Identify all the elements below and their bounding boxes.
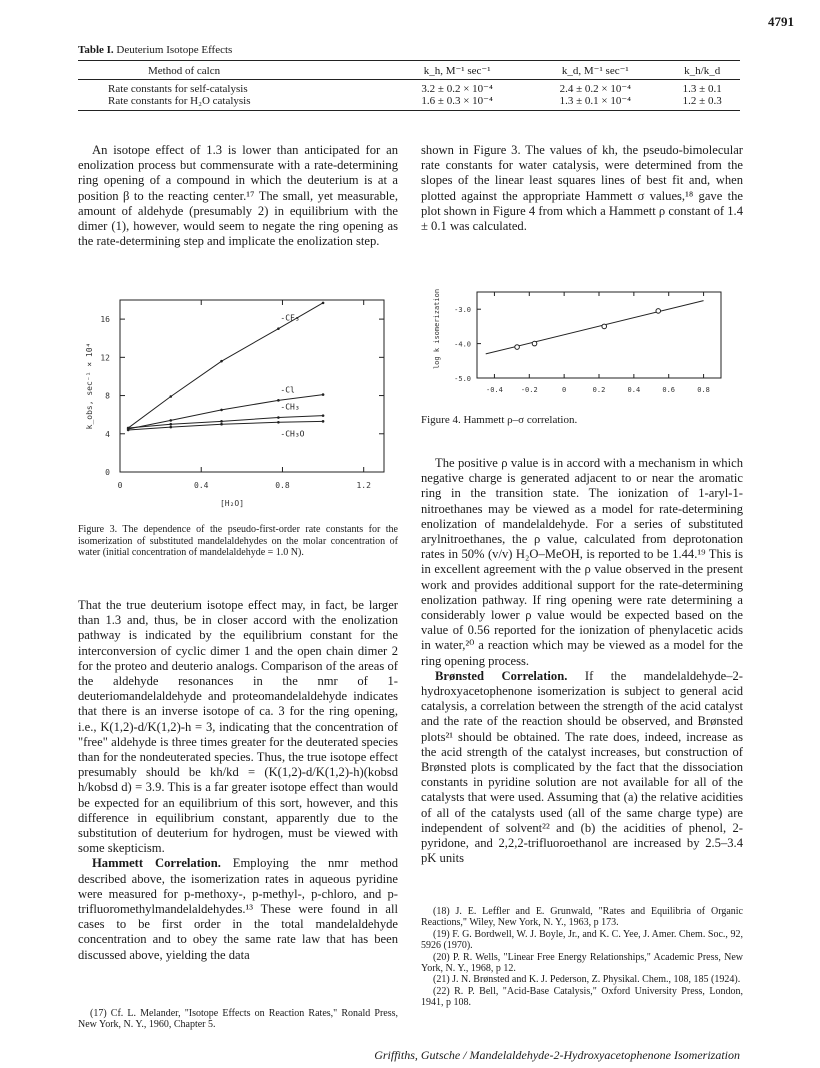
table-header: k_d, M⁻¹ sec⁻¹ [526, 61, 664, 80]
right-para-2 [421, 456, 743, 866]
figure-4-chart [421, 282, 741, 410]
data-point [322, 302, 325, 305]
y-tick-label: 12 [100, 353, 110, 363]
paragraph-text: If the mandelaldehyde–2-hydroxyacetophenone isomerization is subject to general acid catalysis, a correlation between the strength of the acid catalyst and the rate of the reaction should be observed, and Brønsted plots²¹ should be obtained. The rate does, indeed, increase as the acid strength of the catalyst increases, but construction of Brønsted plots is complicated by the fact that the dissociation constants in pyridine solution are not available for all of the catalysts that were used. Assuming that (a) the relative acidities of all of the catalysts used (all of the same charge type) are independent of solvent²² and (b) the acidities of phenol, 2-pyridone, and 2,2,2-trifluoroethanol are increased by 2.5–3.4 pK units [421, 668, 743, 866]
x-tick-label: 0 [562, 386, 567, 394]
data-point [220, 409, 223, 412]
y-tick-label: 8 [105, 391, 110, 401]
table-row [78, 95, 740, 111]
table-header-row [78, 61, 740, 80]
table-header: k_h, M⁻¹ sec⁻¹ [388, 61, 526, 80]
page-number: 4791 [768, 14, 794, 29]
data-point [277, 327, 280, 330]
reference: (20) P. R. Wells, "Linear Free Energy Relationships," Academic Press, New York, N. Y., 1968, p 12. [421, 951, 743, 975]
data-point [322, 393, 325, 396]
paragraph [421, 669, 743, 867]
paragraph: That the true deuterium isotope effect may, in fact, be larger than 1.3 and, thus, be in closer accord with the enolization pathway is indicated by the equilibrium constant for the interconversion of cyclic dimer 1 and the open chain dimer 2 for the proteo and deuterio analogs. Comparison of the areas of the aldehyde resonances in the nmr of 1-deuteriomandelaldehyde and proteomandelaldehyde indicates that there is an inverse isotope of ca. 3 for the ring opening, i.e., K(1,2)-d/K(1,2)-h = 3, indicating that the concentration of "free" aldehyde is three times greater for the deuterated species than for the nondeuterated species. Thus, the true isotope effect presumably should be kh/kd = (K(1,2)-d/K(1,2)-h)(kobsd h/kobsd d) = 3.9. This is a far greater isotope effect than would be expected for an equilibrium of this sort, however, and this difference in equilibrium constant, apparently due to the substitution of deuterium for hydrogen, must be viewed with some skepticism. [78, 598, 398, 856]
table-cell: 1.2 ± 0.3 [664, 95, 740, 111]
table-caption-text: Deuterium Isotope Effects [116, 44, 233, 56]
series-label: -Cl [280, 385, 295, 395]
figure-3-plot [85, 300, 384, 508]
data-point [169, 426, 172, 429]
x-axis-label: [H₂O] [219, 499, 245, 508]
y-tick-label: 16 [100, 315, 110, 325]
figure-3-caption: Figure 3. The dependence of the pseudo-first-order rate constants for the isomerization of substituted mandelaldehydes on the molar concentration of water (initial concentration of mandelaldehyde = 1.0 N). [78, 524, 398, 559]
reference: (22) R. P. Bell, "Acid-Base Catalysis," Oxford University Press, London, 1941, p 108. [421, 985, 743, 1009]
table-cell: 1.3 ± 0.1 [682, 83, 722, 95]
table-cell: 3.2 ± 0.2 × 10⁻⁴ [421, 83, 493, 95]
figure-3-chart [78, 286, 400, 522]
data-point [169, 419, 172, 422]
table-cell: Rate constants for self-catalysis [108, 83, 248, 95]
data-point [220, 420, 223, 423]
series-label: -CH₃ [280, 402, 300, 412]
table-header: k_h/k_d [664, 61, 740, 80]
y-tick-label: 4 [105, 429, 110, 439]
paragraph: An isotope effect of 1.3 is lower than anticipated for an enolization process but commensurate with a rate-determining ring opening of a compound in which the deuterium is at a position β to the reacting center.¹⁷ The small, yet measurable, amount of aldehyde (presumably 2) in equilibrium with the dimer (1), however, would seem to negate the ring opening as the rate-determining step and implicate the enolization step. [78, 143, 398, 249]
data-point [515, 345, 520, 350]
data-point [322, 414, 325, 417]
references-list [421, 906, 743, 1009]
paragraph-text: Employing the nmr method described above, the isomerization rates in aqueous pyridine were measured for p-methoxy-, p-methyl-, p-chloro, and p-trifluoromethylmandelaldehydes.¹³ These were found in all cases to be first order in the total mandelaldehyde concentration and to obey the same rate law that has been discussed above, yielding the data [78, 856, 398, 962]
x-tick-label: 0.8 [275, 481, 290, 490]
x-tick-label: -0.2 [520, 386, 538, 394]
y-tick-label: -5.0 [454, 375, 471, 383]
data-point [169, 395, 172, 398]
section-heading: Hammett Correlation. [92, 856, 221, 871]
figure-4-caption: Figure 4. Hammett ρ–σ correlation. [421, 414, 578, 426]
data-point [532, 341, 537, 346]
left-para-2 [78, 598, 398, 963]
reference: (18) J. E. Leffler and E. Grunwald, "Rates and Equilibria of Organic Reactions," Wiley, New York, N. Y., 1963, p 173. [421, 906, 743, 929]
x-tick-label: 0 [117, 481, 123, 490]
table-cell: 2.4 ± 0.2 × 10⁻⁴ [559, 83, 631, 95]
paragraph: shown in Figure 3. The values of kh, the pseudo-bimolecular rate constants for water catalysis, were determined from the slopes of the linear least squares lines of best fit and, when plotted against the appropriate Hammett σ values,¹⁸ gave the plot shown in Figure 4 from which a Hammett ρ constant of 1.4 ± 0.1 was calculated. [421, 143, 743, 234]
data-point [220, 423, 223, 426]
reference: (19) F. G. Bordwell, W. J. Boyle, Jr., and K. C. Yee, J. Amer. Chem. Soc., 92, 5926 (1970). [421, 928, 743, 952]
paragraph [78, 856, 398, 962]
series-label: -CH₃O [280, 429, 305, 439]
table-row [78, 80, 740, 96]
table-header: Method of calcn [78, 61, 388, 80]
series-label: -CF₃ [280, 313, 300, 323]
data-point [277, 399, 280, 402]
x-tick-label: 0.2 [592, 386, 606, 394]
data-point [322, 420, 325, 423]
data-point [127, 429, 130, 432]
x-tick-label: -0.4 [485, 386, 503, 394]
table-cell: 1.6 ± 0.3 × 10⁻⁴ [388, 95, 526, 111]
running-footer: Griffiths, Gutsche / Mandelaldehyde-2-Hydroxyacetophenone Isomerization [374, 1048, 740, 1062]
data-point [277, 416, 280, 419]
data-point [602, 324, 607, 329]
data-point [277, 421, 280, 424]
table-cell: Rate constants for H₂O catalysis [78, 95, 388, 111]
x-tick-label: 0.4 [194, 481, 209, 490]
data-point [656, 309, 661, 314]
right-para-1 [421, 143, 743, 234]
y-tick-label: 0 [105, 468, 110, 477]
isotope-effects-table [78, 60, 740, 111]
y-axis-label: log k isomerization [433, 288, 441, 370]
data-point [169, 423, 172, 426]
reference: (17) Cf. L. Melander, "Isotope Effects on Reaction Rates," Ronald Press, New York, N. Y., 1960, Chapter 5. [78, 1008, 398, 1031]
x-tick-label: 0.4 [627, 386, 641, 394]
table-caption-label: Table I. [78, 44, 114, 56]
y-tick-label: -3.0 [454, 306, 471, 315]
figure-4-plot [433, 289, 721, 394]
reference: (21) J. N. Brønsted and K. J. Pederson, Z. Physikal. Chem., 108, 185 (1924). [433, 974, 741, 986]
table-cell: 1.3 ± 0.1 × 10⁻⁴ [526, 95, 664, 111]
table-caption [78, 44, 232, 56]
left-para-1 [78, 143, 398, 249]
y-axis-label: k_obs, sec⁻¹ × 10⁴ [85, 342, 94, 430]
data-point [220, 360, 223, 363]
plot-frame [120, 300, 384, 472]
x-tick-label: 0.8 [697, 386, 710, 394]
x-tick-label: 0.6 [662, 386, 676, 394]
paragraph: The positive ρ value is in accord with a mechanism in which negative charge is generated adjacent to or near the aromatic ring in the transition state. The ionization of 1-aryl-1-nitroethanes may be viewed as a model for rate-determining enolization of mandelaldehyde. For a series of substituted arylnitroethanes, the ρ value, calculated from deprotonation rates in 50% (v/v) H₂O–MeOH, is reported to be 1.44.¹⁹ This is in excellent agreement with the ρ value observed in the present work and provides additional support for the rate-determining enolization pathway. If ring opening were rate determining a considerably lower ρ value would be expected based on the value of 0.56 reported for the ionization of phenylacetic acids in water,²⁰ a reaction which may be viewed as a model for the ring opening process. [421, 456, 743, 668]
section-heading: Brønsted Correlation. [435, 668, 568, 683]
y-tick-label: -4.0 [454, 340, 471, 349]
footnote-17 [78, 1008, 398, 1031]
x-tick-label: 1.2 [356, 481, 371, 490]
